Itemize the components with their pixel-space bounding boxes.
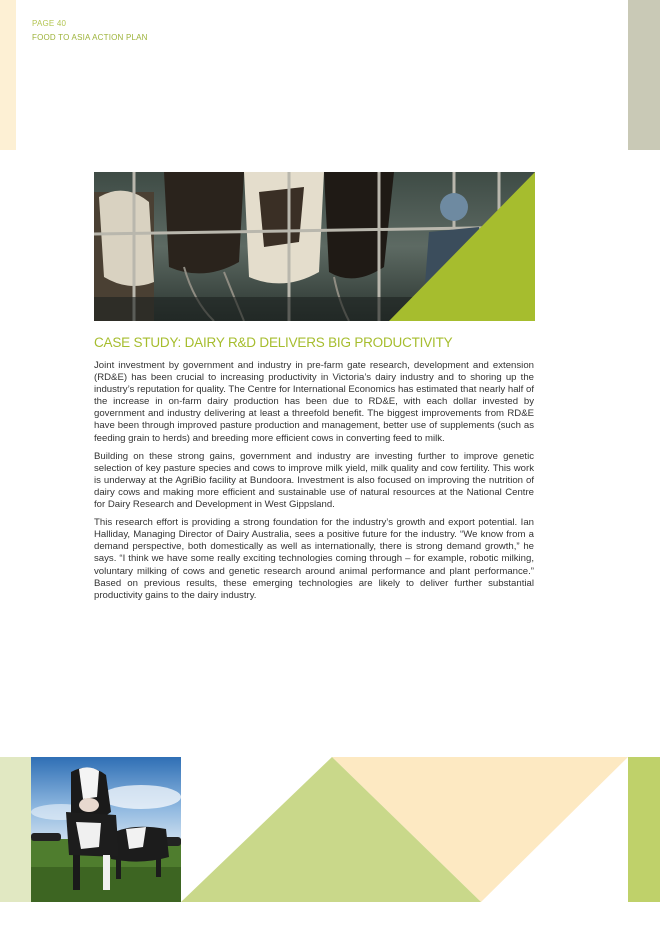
page-header xyxy=(32,19,148,42)
decorative-strip-bottom-right xyxy=(628,757,660,902)
publication-title: FOOD TO ASIA ACTION PLAN xyxy=(32,33,148,42)
milking-shed-photo xyxy=(94,172,535,321)
decorative-triangles xyxy=(181,757,628,902)
body-paragraph: Building on these strong gains, government and industry are investing further to improve genetic selection of key pasture species and cows to improve milk yield, milk quality and cow fertility. This work is underway at the AgriBio facility at Bundoora. Investment is also focused on improving the nutrition of dairy cows and making more efficient and sustainable use of natural resources at the National Centre for Dairy Research and Development in West Gippsland. xyxy=(94,450,534,511)
decorative-strip-top-left xyxy=(0,0,16,150)
page-number: PAGE 40 xyxy=(32,19,67,28)
decorative-strip-top-right xyxy=(628,0,660,150)
decorative-strip-bottom-left xyxy=(0,757,31,902)
body-paragraph: Joint investment by government and industry in pre-farm gate research, development and extension (RD&E) has been crucial to increasing productivity in Victoria’s dairy industry and to shoring up the industry’s reputation for quality. The Centre for International Economics has estimated that nearly half of the increase in on-farm dairy production has been due to RD&E, with each dollar invested by government and industry delivering at least a threefold benefit. The biggest improvements from RD&E have been through improved pasture production and management, better use of supplements (such as feeding grain to herds) and breeding more efficient cows in converting feed to milk. xyxy=(94,360,534,444)
cows-in-field-photo xyxy=(31,757,181,902)
case-study-title: CASE STUDY: DAIRY R&D DELIVERS BIG PRODUCTIVITY xyxy=(94,335,453,350)
case-study-body xyxy=(94,360,534,608)
body-paragraph: This research effort is providing a strong foundation for the industry’s growth and export potential. Ian Halliday, Managing Director of Dairy Australia, sees a positive future for the industry. “We know from a demand perspective, both domestically as well as internationally, there is strong demand growth,” he says. “I think we have some really exciting technologies coming through – for example, robotic milking, voluntary milking of cows and genetic research around animal performance and plant performance.” Based on previous results, these emerging technologies are likely to deliver further substantial productivity gains to the dairy industry. xyxy=(94,517,534,601)
